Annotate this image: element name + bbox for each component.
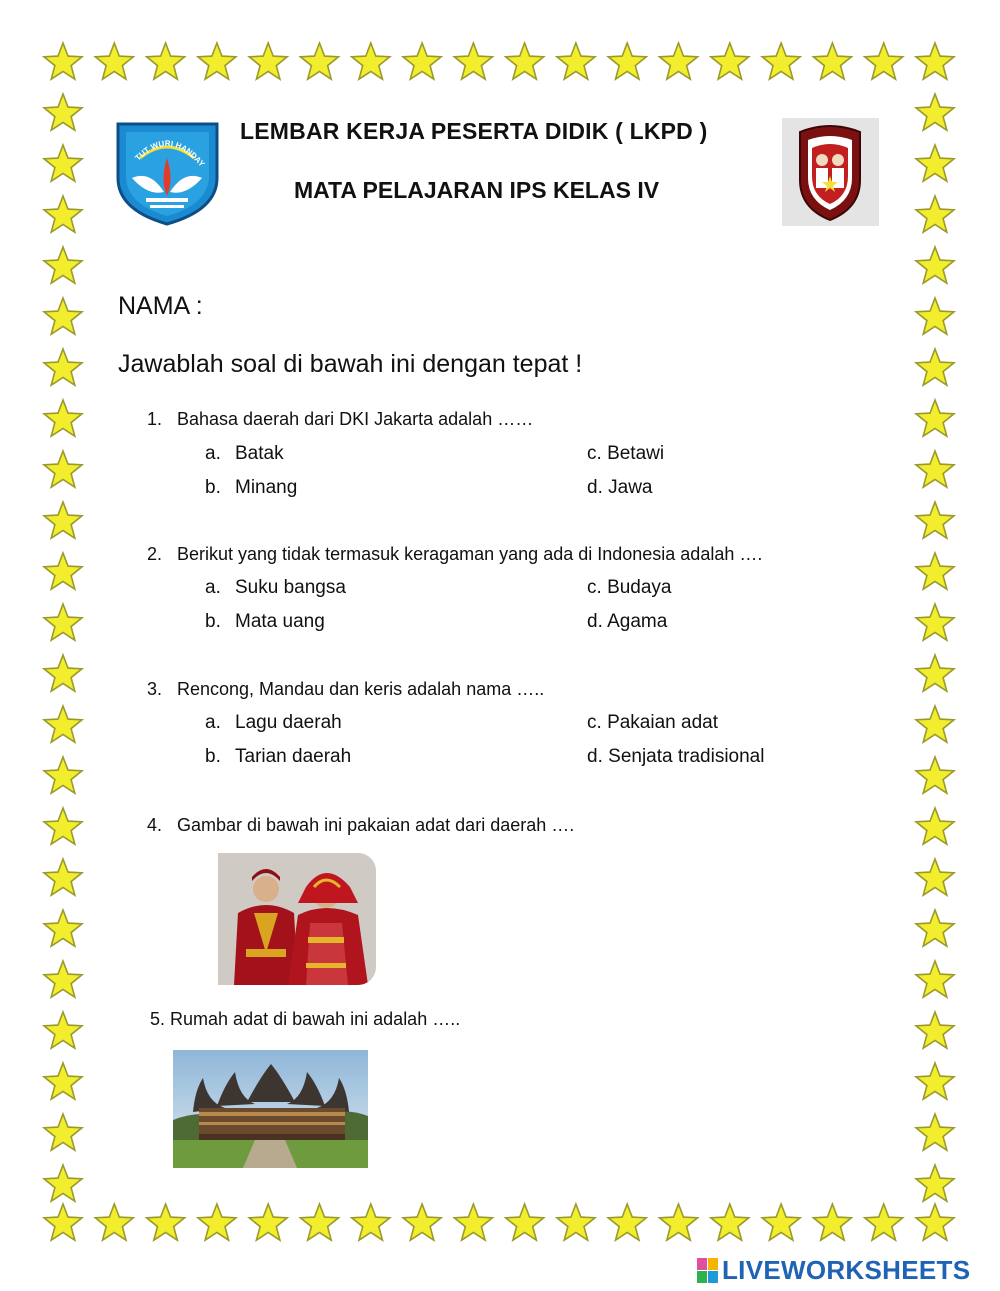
question-2 [147, 544, 762, 565]
question-text: Rencong, Mandau dan keris adalah nama ….. [177, 679, 545, 699]
question-text: Bahasa daerah dari DKI Jakarta adalah …… [177, 409, 534, 429]
question-number: 3. [147, 679, 163, 699]
question-3 [147, 679, 544, 700]
border-star-icon [44, 757, 82, 793]
border-star-icon [198, 43, 236, 79]
question-number: 2. [147, 544, 163, 564]
border-star-icon [660, 1204, 698, 1240]
border-star-icon [813, 1204, 851, 1240]
border-star-icon [557, 1204, 595, 1240]
liveworksheets-brand [697, 1255, 970, 1286]
question-3-option-d: d. Senjata tradisional [587, 746, 765, 767]
instruction-text: Jawablah soal di bawah ini dengan tepat ! [118, 350, 583, 378]
tut-wuri-handayani-logo [110, 118, 225, 228]
border-star-icon [403, 1204, 441, 1240]
worksheet-title: LEMBAR KERJA PESERTA DIDIK ( LKPD ) [240, 118, 708, 144]
border-star-icon [44, 451, 82, 487]
question-5 [150, 1009, 460, 1030]
border-star-icon [352, 43, 390, 79]
border-star-icon [608, 43, 646, 79]
border-star-icon [916, 1165, 954, 1201]
question-2-option-c: c. Budaya [587, 577, 672, 598]
question-1-option-c: c. Betawi [587, 443, 665, 464]
border-star-icon [916, 1063, 954, 1099]
border-star-icon [95, 43, 133, 79]
question-2-option-d: d. Agama [587, 611, 668, 632]
border-star-icon [300, 43, 338, 79]
border-star-icon [44, 655, 82, 691]
traditional-clothing-photo [218, 853, 376, 985]
border-star-icon [454, 43, 492, 79]
border-star-icon [813, 43, 851, 79]
border-star-icon [44, 808, 82, 844]
subject-title: MATA PELAJARAN IPS KELAS IV [294, 177, 660, 203]
border-star-icon [44, 1204, 82, 1240]
border-star-icon [44, 1012, 82, 1048]
border-star-icon [44, 1114, 82, 1150]
border-star-icon [44, 1063, 82, 1099]
border-star-icon [865, 1204, 903, 1240]
border-star-icon [44, 145, 82, 181]
school-badge-logo [782, 118, 879, 226]
border-star-icon [916, 94, 954, 130]
border-star-icon [249, 43, 287, 79]
question-2-option-a: a. Suku bangsa [205, 577, 346, 598]
border-star-icon [916, 808, 954, 844]
question-text: Rumah adat di bawah ini adalah ….. [170, 1009, 461, 1029]
border-star-icon [403, 43, 441, 79]
border-star-icon [44, 502, 82, 538]
border-star-icon [44, 1165, 82, 1201]
border-star-icon [711, 1204, 749, 1240]
border-star-icon [249, 1204, 287, 1240]
question-text: Gambar di bawah ini pakaian adat dari daerah …. [177, 815, 575, 835]
border-star-icon [147, 43, 185, 79]
border-star-icon [44, 910, 82, 946]
border-star-icon [44, 196, 82, 232]
border-star-icon [762, 43, 800, 79]
question-number: 5. [150, 1009, 166, 1029]
border-star-icon [916, 349, 954, 385]
logo-motto-text: TUT WURI HANDAY [133, 138, 206, 168]
border-star-icon [506, 1204, 544, 1240]
question-number: 1. [147, 409, 163, 429]
border-star-icon [916, 502, 954, 538]
question-2-option-b: b. Mata uang [205, 611, 325, 632]
question-1 [147, 409, 533, 430]
border-star-icon [454, 1204, 492, 1240]
question-3-option-c: c. Pakaian adat [587, 712, 718, 733]
border-star-icon [557, 43, 595, 79]
border-star-icon [916, 1114, 954, 1150]
border-star-icon [916, 298, 954, 334]
student-name-label: NAMA : [118, 292, 203, 320]
border-star-icon [44, 43, 82, 79]
border-star-icon [916, 145, 954, 181]
border-star-icon [352, 1204, 390, 1240]
question-3-option-b: b. Tarian daerah [205, 746, 352, 767]
border-star-icon [147, 1204, 185, 1240]
border-star-icon [916, 655, 954, 691]
border-star-icon [762, 1204, 800, 1240]
border-star-icon [44, 604, 82, 640]
border-star-icon [44, 349, 82, 385]
border-star-icon [711, 43, 749, 79]
border-star-icon [916, 961, 954, 997]
question-number: 4. [147, 815, 163, 835]
border-star-icon [916, 604, 954, 640]
border-star-icon [916, 859, 954, 895]
border-star-icon [865, 43, 903, 79]
question-3-option-a: a. Lagu daerah [205, 712, 342, 733]
liveworksheets-logo-icon [697, 1258, 719, 1284]
border-star-icon [44, 961, 82, 997]
border-star-icon [916, 43, 954, 79]
border-star-icon [916, 553, 954, 589]
question-1-option-a: a. Batak [205, 443, 284, 464]
border-star-icon [916, 400, 954, 436]
border-star-icon [916, 910, 954, 946]
border-star-icon [44, 298, 82, 334]
border-star-icon [95, 1204, 133, 1240]
question-1-option-b: b. Minang [205, 477, 298, 498]
question-4 [147, 815, 574, 836]
border-star-icon [916, 1012, 954, 1048]
brand-text: LIVEWORKSHEETS [722, 1255, 971, 1285]
border-star-icon [916, 196, 954, 232]
border-star-icon [198, 1204, 236, 1240]
border-star-icon [44, 706, 82, 742]
border-star-icon [916, 706, 954, 742]
border-star-icon [916, 247, 954, 283]
border-star-icon [916, 757, 954, 793]
border-star-icon [608, 1204, 646, 1240]
border-star-icon [44, 94, 82, 130]
border-star-icon [916, 1204, 954, 1240]
question-text: Berikut yang tidak termasuk keragaman yang ada di Indonesia adalah …. [177, 544, 763, 564]
border-star-icon [300, 1204, 338, 1240]
question-1-option-d: d. Jawa [587, 477, 653, 498]
border-star-icon [916, 451, 954, 487]
border-star-icon [44, 247, 82, 283]
traditional-house-photo [173, 1050, 368, 1168]
border-star-icon [44, 553, 82, 589]
border-star-icon [506, 43, 544, 79]
border-star-icon [44, 859, 82, 895]
border-star-icon [660, 43, 698, 79]
border-star-icon [44, 400, 82, 436]
